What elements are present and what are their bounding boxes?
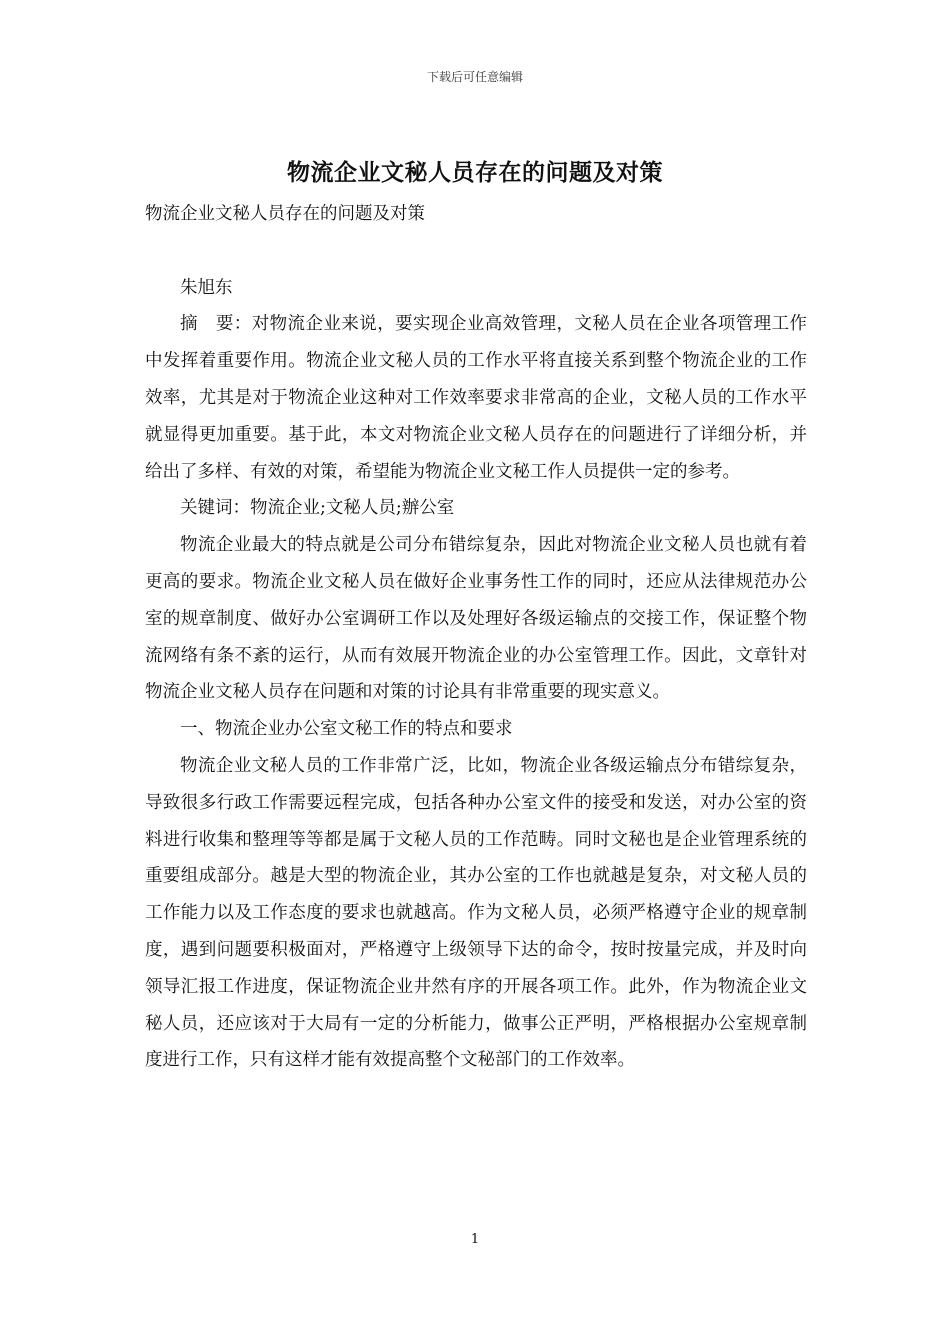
keywords-line: 关键词：物流企业;文秘人员;辦公室 <box>180 498 455 519</box>
author-name: 朱旭东 <box>180 277 233 298</box>
section-heading: 一、物流企业办公室文秘工作的特点和要求 <box>180 719 513 740</box>
blank-line <box>145 233 807 270</box>
document-title: 物流企业文秘人员存在的问题及对策 <box>287 159 663 186</box>
document-subtitle: 物流企业文秘人员存在的问题及对策 <box>145 204 425 224</box>
abstract-paragraph: 摘 要：对物流企业来说，要实现企业高效管理，文秘人员在企业各项管理工作中发挥着重要作用。物流企业文秘人员的工作水平将直接关系到整个物流企业的工作效率，尤其是对于物流企业这种对工作效率要求非常高的企业，文秘人员的工作水平就显得更加重要。基于此，本文对物流企业文秘人员存在的问题进行了详细分析，并给出了多样、有效的对策，希望能为物流企业文秘工作人员提供一定的参考。 <box>145 314 807 482</box>
section-paragraph: 物流企业文秘人员的工作非常广泛，比如，物流企业各级运输点分布错综复杂，导致很多行政工作需要远程完成，包括各种办公室文件的接受和发送，对办公室的资料进行收集和整理等等都是属于文秘人员的工作范畴。同时文秘也是企业管理系统的重要组成部分。越是大型的物流企业，其办公室的工作也就越是复杂，对文秘人员的工作能力以及工作态度的要求也就越高。作为文秘人员，必须严格遵守企业的规章制度，遇到问题要积极面对，严格遵守上级领导下达的命令，按时按量完成，并及时向领导汇报工作进度，保证物流企业井然有序的开展各项工作。此外，作为物流企业文秘人员，还应该对于大局有一定的分析能力，做事公正严明，严格根据办公室规章制度进行工作，只有这样才能有效提高整个文秘部门的工作效率。 <box>145 755 807 1071</box>
header-note: 下载后可任意编辑 <box>426 70 523 84</box>
page-number: 1 <box>470 1232 480 1247</box>
intro-paragraph: 物流企业最大的特点就是公司分布错综复杂，因此对物流企业文秘人员也就有着更高的要求。物流企业文秘人员在做好企业事务性工作的同时，还应从法律规范办公室的规章制度、做好办公室调研工作以及处理好各级运输点的交接工作，保证整个物流网络有条不紊的运行，从而有效展开物流企业的办公室管理工作。因此，文章针对物流企业文秘人员存在问题和对策的讨论具有非常重要的现实意义。 <box>145 535 807 703</box>
document-body <box>145 196 807 1079</box>
